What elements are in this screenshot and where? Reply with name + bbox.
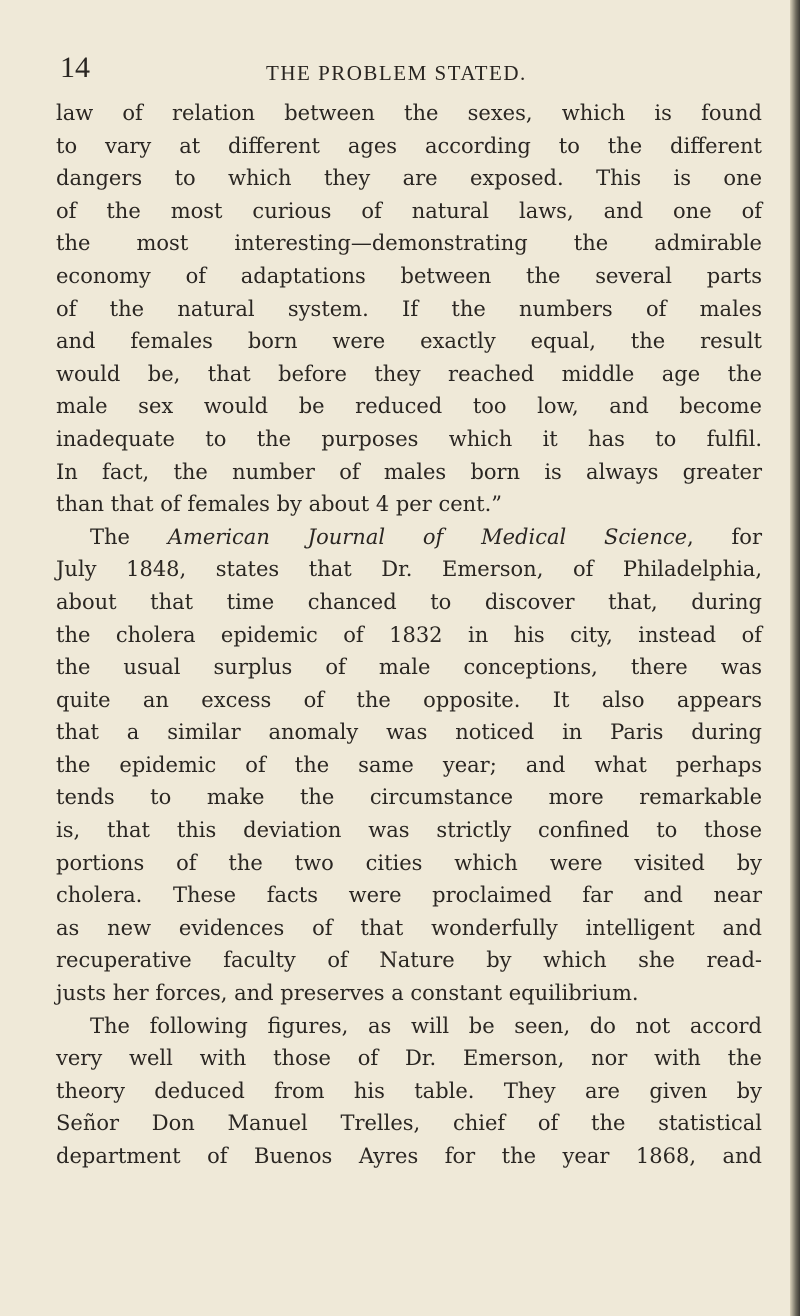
text-line: July 1848, states that Dr. Emerson, of Philadelphia, (56, 557, 762, 582)
text-line: the most interesting—demonstrating the admirable (56, 231, 762, 256)
text-line: of the most curious of natural laws, and one of (56, 198, 762, 223)
text-line: of the natural system. If the numbers of males (56, 296, 762, 321)
text-line: dangers to which they are exposed. This is one (56, 166, 762, 191)
text-line: is, that this deviation was strictly confined to those (56, 818, 762, 843)
page-edge-shadow (790, 0, 800, 1316)
text-line: recuperative faculty of Nature by which she read- (56, 948, 762, 973)
running-head (60, 48, 760, 88)
text-line (56, 521, 762, 554)
text-line: cholera. These facts were proclaimed far and near (56, 883, 762, 908)
text-line: Señor Don Manuel Trelles, chief of the statistical (56, 1111, 762, 1136)
text-segment: , for (687, 524, 762, 549)
text-line: The following figures, as will be seen, do not accord (90, 1013, 762, 1038)
text-line: the usual surplus of male conceptions, there was (56, 655, 762, 680)
text-line: that a similar anomaly was noticed in Paris during (56, 720, 762, 745)
text-line: department of Buenos Ayres for the year 1868, and (56, 1144, 762, 1168)
text-line: about that time chanced to discover that, during (56, 589, 762, 614)
text-line: very well with those of Dr. Emerson, nor with the (56, 1046, 762, 1071)
text-line: portions of the two cities which were visited by (56, 850, 762, 875)
text-segment: The (90, 524, 168, 549)
text-line: male sex would be reduced too low, and become (56, 394, 762, 419)
text-line: In fact, the number of males born is always greater (56, 459, 762, 484)
text-line: the epidemic of the same year; and what perhaps (56, 752, 762, 777)
body-text (56, 97, 762, 1173)
text-line: justs her forces, and preserves a constant equilibrium. (56, 981, 639, 1006)
text-line: economy of adaptations between the several parts (56, 263, 762, 288)
text-line: would be, that before they reached middle age the (56, 361, 762, 386)
text-line: tends to make the circumstance more remarkable (56, 785, 762, 810)
text-line: theory deduced from his table. They are given by (56, 1078, 762, 1103)
text-line: inadequate to the purposes which it has to fulfil. (56, 426, 762, 451)
text-line: quite an excess of the opposite. It also appears (56, 687, 762, 712)
text-line: as new evidences of that wonderfully intelligent and (56, 915, 762, 940)
running-head-title: THE PROBLEM STATED. (266, 61, 527, 85)
text-line: than that of females by about 4 per cent.” (56, 492, 503, 517)
text-line: and females born were exactly equal, the result (56, 329, 762, 354)
journal-title: American Journal of Medical Science (167, 524, 688, 549)
page-number: 14 (60, 51, 90, 84)
text-line: the cholera epidemic of 1832 in his city, instead of (56, 622, 762, 647)
text-line: law of relation between the sexes, which is found (56, 101, 762, 125)
text-line: to vary at different ages according to the different (56, 133, 762, 158)
